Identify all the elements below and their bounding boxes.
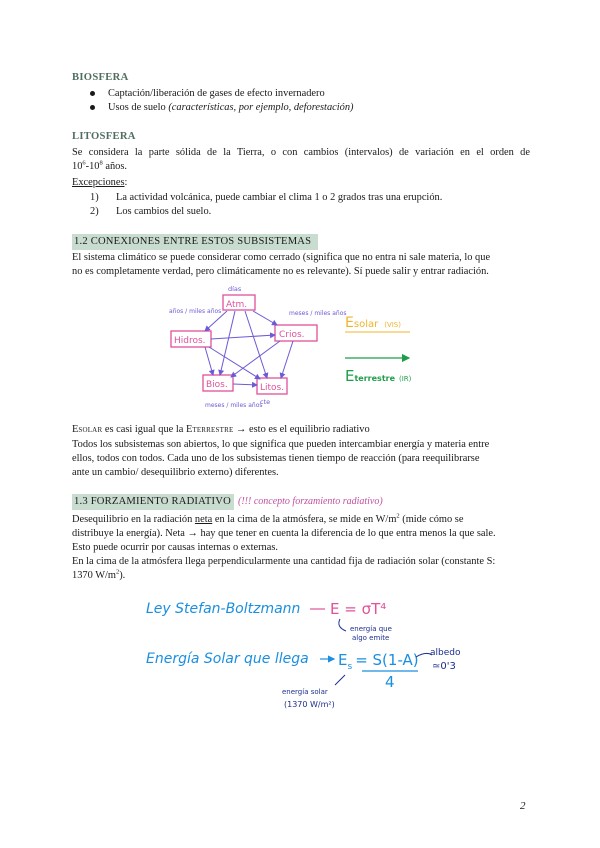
para2-line-3: ante un cambio/ desequilibrio externo) diferentes. bbox=[72, 467, 279, 478]
e-terr-sub: terrestre bbox=[354, 374, 396, 383]
list-item-text bbox=[108, 101, 354, 114]
section-1-3-line-3: Esto puede ocurrir por causas internas o externas. bbox=[72, 542, 279, 553]
page-number: 2 bbox=[520, 800, 526, 812]
text-span: es casi igual que la E bbox=[102, 424, 193, 435]
list-item-text: Captación/liberación de gases de efecto invernadero bbox=[108, 88, 325, 99]
list-number: 2) bbox=[90, 206, 99, 217]
stefan-label: Ley Stefan-Boltzmann bbox=[146, 601, 301, 617]
list-item-main: Usos de suelo bbox=[108, 102, 169, 113]
label-bottom-left: meses / miles años bbox=[205, 402, 263, 409]
text-span: años. bbox=[102, 161, 127, 172]
section-1-2-heading: 1.2 CONEXIONES ENTRE ESTOS SUBSISTEMAS bbox=[72, 234, 318, 250]
section-1-3-heading: 1.3 FORZAMIENTO RADIATIVO bbox=[72, 494, 234, 510]
arrow-crios-bios bbox=[231, 341, 280, 377]
stefan-note-1: energía que bbox=[350, 625, 392, 633]
text-span: en la cima de la atmósfera, se mide en W/m bbox=[212, 514, 397, 525]
node-atm: Atm. bbox=[226, 300, 248, 310]
section-1-3-note: (!!! concepto forzamiento radiativo) bbox=[238, 496, 383, 507]
node-crios: Crios. bbox=[279, 330, 305, 340]
text-span: ). bbox=[119, 570, 126, 581]
litosfera-line-1: Se considera la parte sólida de la Tierra, o con cambios (intervalos) de variación en el orden de bbox=[72, 147, 530, 158]
exceptions-label-text: Excepciones bbox=[72, 177, 125, 188]
text-span: → esto es el equilibrio radiativo bbox=[233, 424, 370, 435]
bullet-icon bbox=[90, 105, 95, 110]
formula-sub: s bbox=[347, 662, 353, 672]
litosfera-heading: LITOSFERA bbox=[72, 131, 136, 142]
text-span: E bbox=[72, 424, 79, 435]
list-number: 1) bbox=[90, 192, 99, 203]
section-1-3-line-5 bbox=[72, 569, 125, 582]
arrow-hidros-bios bbox=[205, 347, 213, 375]
text-span: Desequilibrio en la radiación bbox=[72, 514, 195, 525]
label-dias: días bbox=[228, 285, 242, 293]
arrow-atm-litos bbox=[245, 311, 267, 378]
arrow-crios-litos bbox=[281, 341, 293, 378]
stefan-formula: E = σT⁴ bbox=[330, 600, 387, 618]
node-litos: Litos. bbox=[260, 383, 285, 393]
para2-line-1: Todos los subsistemas son abiertos, lo que significa que pueden intercambiar energía y materia entre bbox=[72, 439, 490, 450]
underlined-word: neta bbox=[194, 514, 213, 525]
arrow-bios-litos bbox=[233, 384, 257, 385]
section-1-3-line-1 bbox=[72, 513, 463, 526]
section-1-2-line-1: El sistema climático se puede considerar como cerrado (significa que no entra ni sale materia, lo que bbox=[72, 252, 491, 263]
list-item-text: Los cambios del suelo. bbox=[116, 206, 212, 217]
handwritten-formulas bbox=[140, 585, 480, 745]
text-span: 1370 W/m bbox=[72, 570, 116, 581]
stefan-note-2: algo emite bbox=[352, 634, 390, 642]
subsystems-diagram bbox=[165, 283, 465, 413]
e-terrestre-label bbox=[345, 367, 412, 385]
list-item bbox=[90, 191, 442, 204]
e-terr-paren: (IR) bbox=[399, 375, 412, 383]
small-caps: TERRESTRE bbox=[192, 426, 234, 434]
label-left: años / miles años bbox=[169, 308, 222, 315]
albedo-value: ≃0'3 bbox=[432, 661, 456, 672]
superscript: 6 bbox=[82, 159, 86, 167]
e-solar-sub: solar bbox=[353, 319, 379, 330]
superscript: 8 bbox=[99, 159, 103, 167]
text-span: 10 bbox=[72, 161, 83, 172]
node-bios: Bios. bbox=[206, 380, 228, 390]
bullet-icon bbox=[90, 91, 95, 96]
text-span: (mide cómo se bbox=[399, 514, 464, 525]
stefan-note-arrow bbox=[339, 619, 346, 631]
energy-note-2: (1370 W/m²) bbox=[284, 700, 335, 709]
e-solar-label bbox=[345, 315, 401, 331]
arrow-atm-crios bbox=[253, 311, 277, 325]
superscript: 2 bbox=[396, 512, 400, 520]
e-solar-paren: (VIS) bbox=[384, 321, 401, 329]
arrow-atm-bios bbox=[220, 311, 235, 375]
list-item-italic: (características, por ejemplo, deforestación) bbox=[168, 102, 354, 113]
section-1-3-line-4: En la cima de la atmósfera llega perpendicularmente una cantidad fija de radiación solar (constante S: bbox=[72, 556, 496, 567]
formula-e: E bbox=[338, 651, 348, 669]
text-span: -10 bbox=[85, 161, 100, 172]
equilibrium-line bbox=[72, 423, 370, 437]
label-right: meses / miles años bbox=[289, 310, 347, 317]
energy-note-1: energía solar bbox=[282, 688, 328, 696]
exceptions-colon: : bbox=[124, 177, 128, 188]
para2-line-2: ellos, todos con todos. Cada uno de los subsistemas tienen tiempo de reacción (para reequilibrarse bbox=[72, 453, 480, 464]
solar-formula bbox=[338, 651, 419, 672]
section-1-3-line-2: distribuye la energía). Neta → hay que tener en cuenta la diferencia de lo que entra menos la que sale. bbox=[72, 528, 496, 539]
formula-rest: = S(1-A) bbox=[355, 651, 419, 669]
solar-denominator: 4 bbox=[385, 673, 395, 691]
label-bottom-right: cte bbox=[260, 398, 271, 406]
litosfera-line-2 bbox=[72, 160, 127, 173]
energy-note-arrow bbox=[335, 675, 345, 685]
list-item-text: La actividad volcánica, puede cambiar el clima 1 o 2 grados tras una erupción. bbox=[116, 192, 443, 203]
e-solar-e: E bbox=[345, 315, 354, 331]
superscript: 2 bbox=[115, 568, 120, 576]
node-hidros: Hidros. bbox=[174, 336, 206, 346]
e-terr-e: E bbox=[345, 367, 355, 385]
list-item bbox=[90, 205, 211, 218]
section-1-2-line-2: no es completamente verdad, pero climáticamente no es relevante). Sí puede salir y entrar radiación. bbox=[72, 266, 489, 277]
small-caps: SOLAR bbox=[78, 426, 103, 434]
biosfera-heading: BIOSFERA bbox=[72, 72, 129, 83]
exceptions-label bbox=[72, 176, 127, 189]
albedo-label: albedo bbox=[430, 648, 461, 658]
arrow-hidros-crios bbox=[211, 335, 275, 339]
solar-label: Energía Solar que llega bbox=[146, 651, 309, 667]
